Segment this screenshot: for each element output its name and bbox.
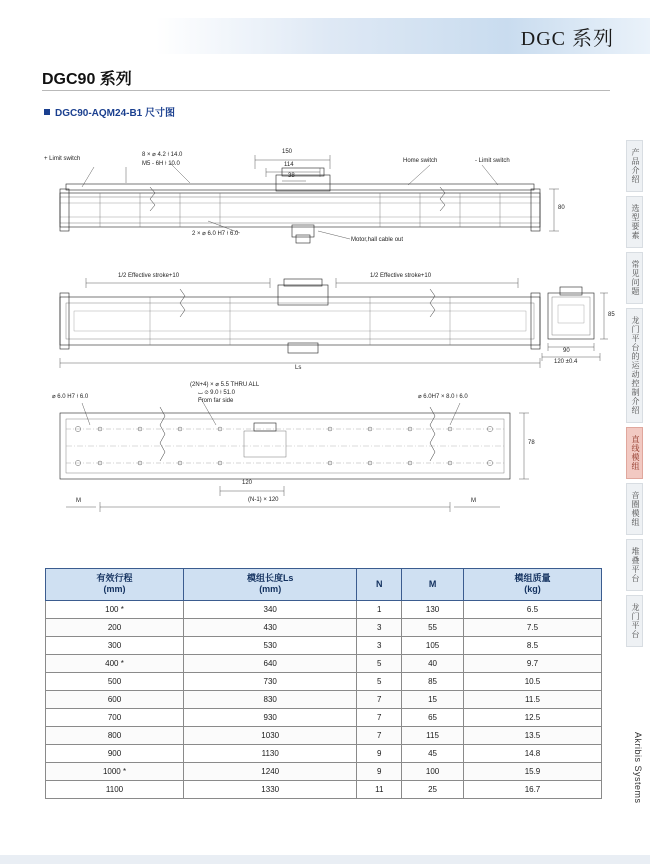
label-home-switch: Home switch — [403, 158, 438, 164]
col-n-line1: N — [376, 578, 383, 589]
col-module-length-line1: 模组长度Ls — [246, 573, 294, 583]
cell-n: 3 — [357, 618, 402, 636]
side-tab-faq[interactable]: 常见问题 — [626, 252, 643, 304]
label-limit-switch: - Limit switch — [475, 158, 510, 164]
side-tab-selection[interactable]: 选型要素 — [626, 196, 643, 248]
cell-stroke: 700 — [46, 708, 184, 726]
cell-stroke: 500 — [46, 672, 184, 690]
label-dim-114: 114 — [284, 162, 294, 168]
col-module-mass — [463, 569, 601, 601]
header-series-title: DGC 系列 — [520, 28, 614, 50]
dimension-drawing-svg — [30, 135, 610, 550]
cell-mass: 14.8 — [463, 744, 601, 762]
cell-n: 11 — [357, 780, 402, 798]
table-row — [46, 780, 602, 798]
table-row — [46, 636, 602, 654]
col-module-length-line2: (mm) — [259, 584, 282, 595]
label-dim-150: 150 — [282, 149, 293, 155]
technical-drawings — [30, 135, 615, 550]
page-title: DGC90 系列 — [42, 71, 132, 88]
label-dim-85: 85 — [608, 312, 615, 318]
table-row — [46, 726, 602, 744]
cell-m: 65 — [402, 708, 464, 726]
side-tab-nav[interactable] — [626, 140, 644, 651]
label-dim-38: 38 — [288, 173, 295, 179]
cell-n: 5 — [357, 672, 402, 690]
table-row — [46, 672, 602, 690]
label-hole-note-2: M5 - 6H ⍿ 10.0 — [142, 161, 180, 167]
col-effective-stroke-line2: (mm) — [103, 584, 126, 595]
cell-length: 340 — [184, 600, 357, 618]
table-header-row — [46, 569, 602, 601]
col-module-length — [184, 569, 357, 601]
label-limit-switch-plus: + Limit switch — [44, 156, 81, 162]
cell-length: 530 — [184, 636, 357, 654]
label-dim-78: 78 — [528, 440, 535, 446]
cell-n: 5 — [357, 654, 402, 672]
cell-mass: 15.9 — [463, 762, 601, 780]
label-dim-120-tol: 120 ±0.4 — [554, 359, 578, 365]
cell-mass: 11.5 — [463, 690, 601, 708]
label-m-right: M — [471, 498, 476, 504]
side-tab-linear-module[interactable]: 直线模组 — [626, 427, 643, 479]
title-divider — [42, 90, 610, 91]
label-thru-note-1: (2N+4) × ⌀ 5.5 THRU ALL — [190, 382, 260, 388]
cell-m: 85 — [402, 672, 464, 690]
cell-mass: 9.7 — [463, 654, 601, 672]
cell-stroke: 1100 — [46, 780, 184, 798]
label-thru-note-3: From far side — [198, 398, 234, 404]
cell-n: 7 — [357, 690, 402, 708]
side-tab-gantry-stage[interactable]: 龙门平台 — [626, 595, 643, 647]
side-tab-product-intro[interactable]: 产品介绍 — [626, 140, 643, 192]
side-tab-gantry-motion-control[interactable]: 龙门平台的运动控制介绍 — [626, 308, 643, 423]
col-m-line1: M — [428, 578, 437, 589]
cell-mass: 12.5 — [463, 708, 601, 726]
col-module-mass-line1: 模组质量 — [514, 573, 551, 583]
label-motor-cable-out: Motor,hall cable out — [351, 237, 404, 243]
col-module-mass-line2: (kg) — [524, 584, 541, 595]
label-dim-n-1-120: (N-1) × 120 — [248, 497, 279, 503]
cell-length: 1240 — [184, 762, 357, 780]
label-thru-note-2: ⌴ ⌀ 9.0 ⍿ 51.0 — [198, 390, 235, 396]
cell-length: 1330 — [184, 780, 357, 798]
cell-n: 1 — [357, 600, 402, 618]
page-footer-band — [0, 855, 650, 864]
table-row — [46, 690, 602, 708]
cell-m: 100 — [402, 762, 464, 780]
label-m-left: M — [76, 498, 81, 504]
cell-length: 430 — [184, 618, 357, 636]
cell-m: 105 — [402, 636, 464, 654]
cell-length: 1030 — [184, 726, 357, 744]
table-row — [46, 654, 602, 672]
cell-length: 830 — [184, 690, 357, 708]
cell-length: 1130 — [184, 744, 357, 762]
col-effective-stroke-line1: 有效行程 — [96, 573, 133, 583]
cell-m: 115 — [402, 726, 464, 744]
specification-table — [45, 568, 602, 799]
label-pin-right: ⌀ 6.0H7 × 8.0 ⍿ 6.0 — [418, 394, 468, 400]
cell-n: 3 — [357, 636, 402, 654]
col-m — [402, 569, 464, 601]
table-row — [46, 744, 602, 762]
cell-stroke: 900 — [46, 744, 184, 762]
drawing-subtitle — [44, 104, 175, 119]
cell-m: 25 — [402, 780, 464, 798]
cell-m: 40 — [402, 654, 464, 672]
cell-length: 730 — [184, 672, 357, 690]
label-dim-80: 80 — [558, 205, 565, 211]
cell-stroke: 200 — [46, 618, 184, 636]
label-stroke-right: 1/2 Effective stroke+10 — [370, 273, 432, 279]
cell-mass: 13.5 — [463, 726, 601, 744]
cell-stroke: 600 — [46, 690, 184, 708]
drawing-subtitle-text: DGC90-AQM24-B1 尺寸图 — [55, 108, 176, 119]
cell-stroke: 400 * — [46, 654, 184, 672]
table-row — [46, 600, 602, 618]
label-pin-note-top: 2 × ⌀ 6.0 H7 ⍿ 6.0 — [192, 231, 239, 237]
page-header — [0, 18, 650, 54]
table-row — [46, 618, 602, 636]
cell-mass: 10.5 — [463, 672, 601, 690]
cell-n: 7 — [357, 726, 402, 744]
label-hole-note-1: 8 × ⌀ 4.2 ⍿ 14.0 — [142, 152, 183, 158]
cell-stroke: 1000 * — [46, 762, 184, 780]
table-row — [46, 762, 602, 780]
cell-stroke: 800 — [46, 726, 184, 744]
cell-mass: 7.5 — [463, 618, 601, 636]
cell-m: 55 — [402, 618, 464, 636]
brand-name: Akribis Systems — [633, 732, 643, 804]
cell-length: 640 — [184, 654, 357, 672]
label-pin-left: ⌀ 6.0 H7 ⍿ 6.0 — [52, 394, 89, 400]
square-bullet-icon — [44, 109, 50, 115]
cell-n: 7 — [357, 708, 402, 726]
side-tab-voice-coil-module[interactable]: 音圈模组 — [626, 483, 643, 535]
cell-mass: 8.5 — [463, 636, 601, 654]
col-effective-stroke — [46, 569, 184, 601]
cell-length: 930 — [184, 708, 357, 726]
cell-n: 9 — [357, 744, 402, 762]
label-stroke-left: 1/2 Effective stroke+10 — [118, 273, 180, 279]
side-tab-stacked-stage[interactable]: 堆叠平台 — [626, 539, 643, 591]
cell-mass: 6.5 — [463, 600, 601, 618]
cell-mass: 16.7 — [463, 780, 601, 798]
cell-m: 15 — [402, 690, 464, 708]
cell-m: 45 — [402, 744, 464, 762]
cell-stroke: 100 * — [46, 600, 184, 618]
label-dim-90: 90 — [563, 348, 570, 354]
table-row — [46, 708, 602, 726]
col-n — [357, 569, 402, 601]
label-dim-120: 120 — [242, 480, 253, 486]
label-ls: Ls — [295, 365, 302, 371]
cell-stroke: 300 — [46, 636, 184, 654]
cell-m: 130 — [402, 600, 464, 618]
cell-n: 9 — [357, 762, 402, 780]
